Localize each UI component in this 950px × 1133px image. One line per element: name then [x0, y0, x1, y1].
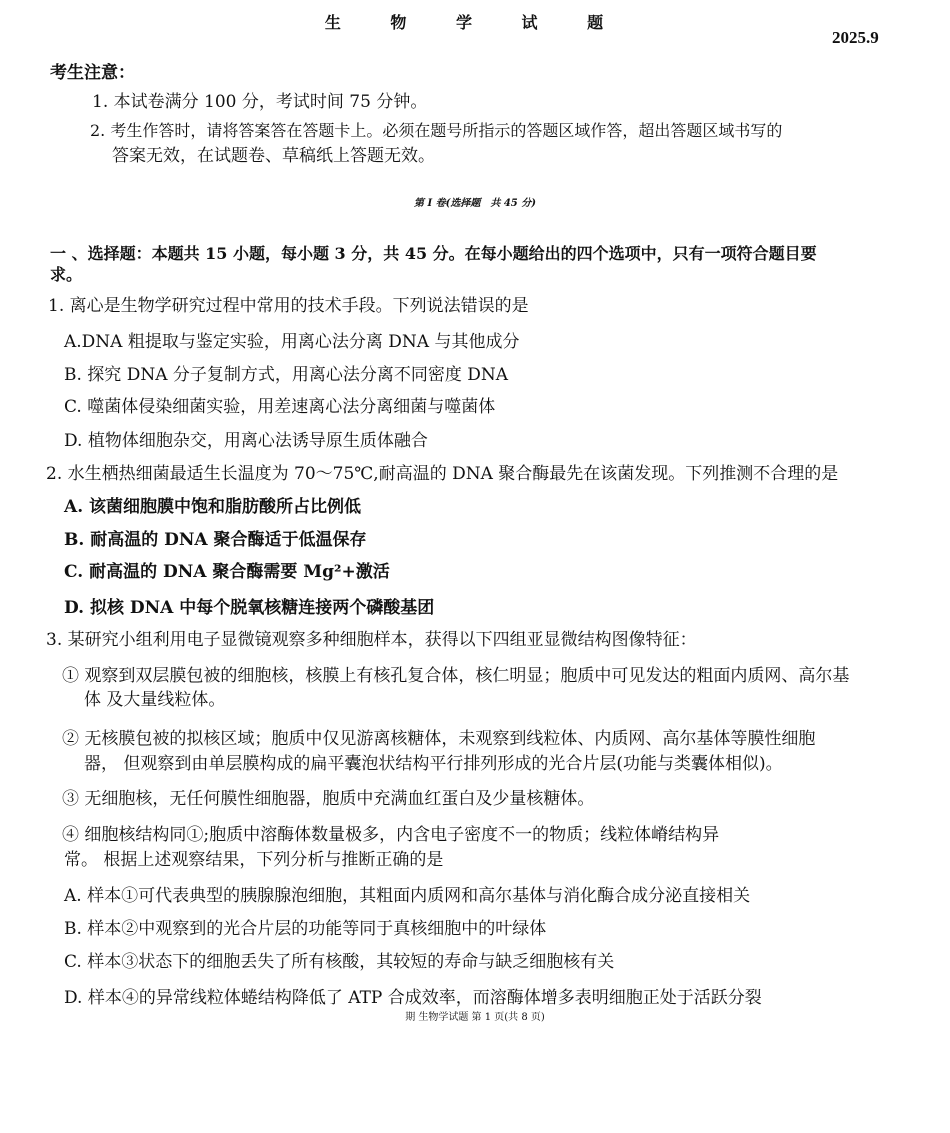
q3-sample-2-line-1: ② 无核膜包被的拟核区域；胞质中仅见游离核糖体，未观察到线粒体、内质网、高尔基体等膜性细胞: [62, 729, 816, 749]
q3-sample-4-line-2: 常。 根据上述观察结果，下列分析与推断正确的是: [64, 850, 444, 870]
q1-option-c: C. 噬菌体侵染细菌实验，用差速离心法分离细菌与噬菌体: [64, 397, 496, 417]
q1-option-b: B. 探究 DNA 分子复制方式，用离心法分离不同密度 DNA: [64, 365, 509, 385]
q1-option-d: D. 植物体细胞杂交，用离心法诱导原生质体融合: [64, 431, 428, 451]
q3-stem: 3. 某研究小组利用电子显微镜观察多种细胞样本，获得以下四组亚显微结构图像特征：: [46, 630, 697, 650]
section-instruction-line-1: 一 、选择题：本题共 15 小题，每小题 3 分，共 45 分。在每小题给出的四个选项中，只有一项符合题目要: [50, 244, 817, 263]
q3-sample-1-line-1: ① 观察到双层膜包被的细胞核，核膜上有核孔复合体，核仁明显；胞质中可见发达的粗面内质网、高尔基: [62, 666, 850, 686]
q1-stem: 1. 离心是生物学研究过程中常用的技术手段。下列说法错误的是: [48, 296, 529, 316]
q3-option-b: B. 样本②中观察到的光合片层的功能等同于真核细胞中的叶绿体: [64, 919, 547, 939]
notice-item-2-line-2: 答案无效，在试题卷、草稿纸上答题无效。: [112, 146, 435, 166]
exam-date: 2025.9: [832, 28, 879, 47]
q3-option-d: D. 样本④的异常线粒体蜷结构降低了 ATP 合成效率，而溶酶体增多表明细胞正处于活跃分裂: [64, 988, 762, 1008]
q3-sample-1-line-2: 体 及大量线粒体。: [84, 690, 226, 710]
notice-item-1: 1. 本试卷满分 100 分，考试时间 75 分钟。: [92, 92, 428, 112]
q3-sample-3: ③ 无细胞核，无任何膜性细胞器，胞质中充满血红蛋白及少量核糖体。: [62, 789, 595, 809]
q3-sample-2-line-2: 器， 但观察到由单层膜构成的扁平囊泡状结构平行排列形成的光合片层(功能与类囊体相似)。: [84, 754, 783, 774]
q1-option-a: A.DNA 粗提取与鉴定实验，用离心法分离 DNA 与其他成分: [64, 332, 520, 352]
q2-stem: 2. 水生栖热细菌最适生长温度为 70～75℃,耐高温的 DNA 聚合酶最先在该菌发现。下列推测不合理的是: [46, 464, 839, 484]
q3-option-c: C. 样本③状态下的细胞丢失了所有核酸，其较短的寿命与缺乏细胞核有关: [64, 952, 615, 972]
q2-option-a: A. 该菌细胞膜中饱和脂肪酸所占比例低: [64, 497, 362, 517]
q2-option-d: D. 拟核 DNA 中每个脱氧核糖连接两个磷酸基团: [64, 598, 435, 618]
section-instruction-line-2: 求。: [50, 265, 83, 284]
page-footer: 期 生物学试题 第 1 页(共 8 页): [405, 1012, 545, 1023]
q3-option-a: A. 样本①可代表典型的胰腺腺泡细胞，其粗面内质网和高尔基体与消化酶合成分泌直接相关: [64, 886, 751, 906]
notice-item-2-line-1: 2. 考生作答时，请将答案答在答题卡上。必须在题号所指示的答题区域作答，超出答题区域书写的: [90, 121, 783, 140]
notice-heading: 考生注意：: [50, 63, 135, 83]
section-title: 第 I 卷(选择题 共 45 分): [414, 198, 536, 209]
q2-option-b: B. 耐高温的 DNA 聚合酶适于低温保存: [64, 530, 367, 550]
q2-option-c: C. 耐高温的 DNA 聚合酶需要 Mg²+激活: [64, 562, 390, 582]
page-title: 生 物 学 试 题: [324, 13, 626, 32]
q3-sample-4-line-1: ④ 细胞核结构同①;胞质中溶酶体数量极多，内含电子密度不一的物质；线粒体嵴结构异: [62, 825, 720, 845]
